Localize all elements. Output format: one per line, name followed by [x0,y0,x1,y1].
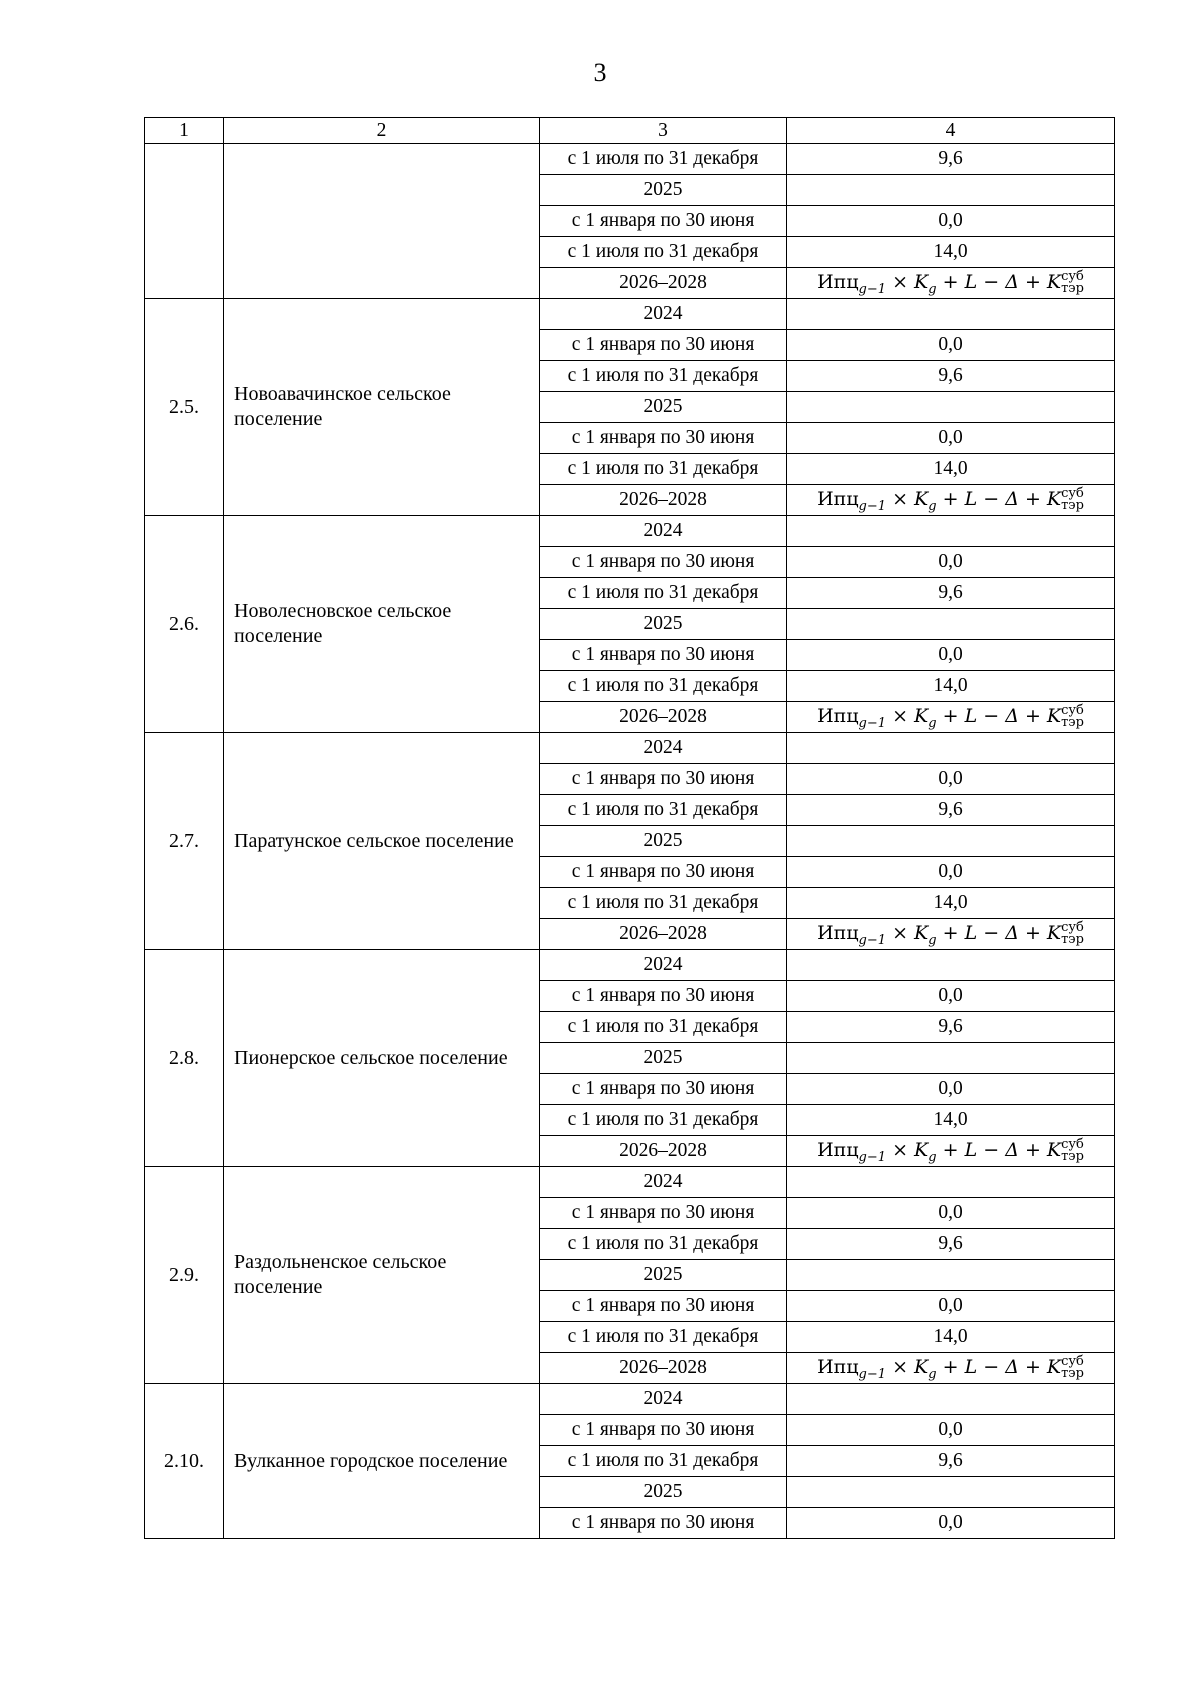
settlement-name: Вулканное городское поселение [224,1384,540,1539]
formula-part: + L − Δ + K [936,1356,1062,1378]
value-cell: 9,6 [787,144,1115,175]
formula-part: суб [1061,1354,1084,1369]
value-cell [787,609,1115,640]
column-header: 4 [787,118,1115,144]
value-cell [787,1136,1115,1167]
formula-part: g−1 [858,932,887,948]
period-cell: 2026–2028 [540,485,787,516]
formula-part: тэр [1061,498,1084,513]
formula-part: тэр [1061,281,1084,296]
settlement-name: Новолесновское сельское поселение [224,516,540,733]
formula-part: g−1 [858,1366,887,1382]
period-cell: с 1 июля по 31 декабря [540,1012,787,1043]
period-cell: с 1 июля по 31 декабря [540,144,787,175]
value-cell [787,1167,1115,1198]
settlement-number: 2.7. [145,733,224,950]
formula-part: g [928,281,937,297]
formula-part: × K [886,271,929,293]
formula-part: × K [886,922,929,944]
period-cell: с 1 июля по 31 декабря [540,361,787,392]
period-cell: с 1 января по 30 июня [540,423,787,454]
value-cell: 0,0 [787,330,1115,361]
formula-part: суб [1061,269,1084,284]
value-cell [787,950,1115,981]
period-cell: с 1 июля по 31 декабря [540,671,787,702]
formula-part: тэр [1061,932,1084,947]
table-row [145,1167,1115,1198]
value-cell: 0,0 [787,640,1115,671]
value-cell [787,299,1115,330]
name-cell [224,144,540,299]
settlement-name: Раздольненское сельское поселение [224,1167,540,1384]
period-cell: 2025 [540,392,787,423]
value-cell: 0,0 [787,206,1115,237]
value-cell: 14,0 [787,1105,1115,1136]
settlement-number: 2.6. [145,516,224,733]
period-cell: с 1 января по 30 июня [540,764,787,795]
tariff-formula [817,1354,1084,1382]
period-cell: с 1 июля по 31 декабря [540,1105,787,1136]
period-cell: 2026–2028 [540,1353,787,1384]
formula-part: g [928,1149,937,1165]
formula-part: × K [886,1139,929,1161]
period-cell: с 1 июля по 31 декабря [540,1446,787,1477]
period-cell: с 1 января по 30 июня [540,1508,787,1539]
formula-part: суб [1061,703,1084,718]
period-cell: с 1 июля по 31 декабря [540,1229,787,1260]
formula-index [1061,1356,1084,1380]
settlement-name: Новоавачинское сельское поселение [224,299,540,516]
formula-part: + L − Δ + K [936,705,1062,727]
period-cell: с 1 июля по 31 декабря [540,1322,787,1353]
settlement-number: 2.5. [145,299,224,516]
formula-part: g−1 [858,281,887,297]
formula-part: Ипц [817,922,859,944]
period-cell: с 1 января по 30 июня [540,981,787,1012]
table-row [145,950,1115,981]
value-cell: 14,0 [787,888,1115,919]
formula-index [1061,705,1084,729]
value-cell [787,1260,1115,1291]
formula-part: суб [1061,486,1084,501]
period-cell: с 1 января по 30 июня [540,547,787,578]
value-cell: 0,0 [787,1415,1115,1446]
formula-part: g−1 [858,715,887,731]
table-row [145,733,1115,764]
formula-part: + L − Δ + K [936,488,1062,510]
period-cell: с 1 июля по 31 декабря [540,795,787,826]
period-cell: с 1 июля по 31 декабря [540,578,787,609]
period-cell: с 1 января по 30 июня [540,857,787,888]
period-cell: 2024 [540,1384,787,1415]
period-cell: с 1 июля по 31 декабря [540,454,787,485]
formula-part: + L − Δ + K [936,922,1062,944]
table-row [145,299,1115,330]
page-number: 3 [593,58,607,87]
value-cell [787,1384,1115,1415]
value-cell [787,733,1115,764]
formula-index [1061,488,1084,512]
table-row [145,144,1115,175]
period-cell: с 1 января по 30 июня [540,330,787,361]
formula-part: Ипц [817,1139,859,1161]
settlement-name: Пионерское сельское поселение [224,950,540,1167]
table-row [145,516,1115,547]
formula-part: Ипц [817,705,859,727]
formula-part: × K [886,705,929,727]
formula-part: g [928,715,937,731]
value-cell: 9,6 [787,1446,1115,1477]
formula-part: × K [886,1356,929,1378]
period-cell: 2025 [540,1043,787,1074]
formula-part: g [928,498,937,514]
period-cell: 2026–2028 [540,1136,787,1167]
formula-part: g [928,932,937,948]
period-cell: 2024 [540,299,787,330]
formula-part: суб [1061,1137,1084,1152]
value-cell [787,268,1115,299]
settlement-number: 2.9. [145,1167,224,1384]
tariff-formula [817,486,1084,514]
value-cell [787,826,1115,857]
column-header: 1 [145,118,224,144]
value-cell [787,1477,1115,1508]
value-cell: 14,0 [787,454,1115,485]
column-header: 2 [224,118,540,144]
formula-part: Ипц [817,1356,859,1378]
formula-part: Ипц [817,488,859,510]
period-cell: 2024 [540,1167,787,1198]
value-cell: 0,0 [787,1291,1115,1322]
value-cell [787,516,1115,547]
period-cell: с 1 января по 30 июня [540,1074,787,1105]
period-cell: 2026–2028 [540,702,787,733]
value-cell: 0,0 [787,547,1115,578]
period-cell: 2025 [540,826,787,857]
formula-part: g [928,1366,937,1382]
value-cell: 0,0 [787,764,1115,795]
formula-index [1061,271,1084,295]
value-cell: 14,0 [787,237,1115,268]
value-cell: 0,0 [787,1508,1115,1539]
tariff-table [144,117,1115,1539]
period-cell: 2025 [540,1477,787,1508]
period-cell: с 1 июля по 31 декабря [540,237,787,268]
tariff-formula [817,703,1084,731]
value-cell: 9,6 [787,795,1115,826]
value-cell: 14,0 [787,671,1115,702]
period-cell: 2025 [540,609,787,640]
formula-part: тэр [1061,1149,1084,1164]
formula-part: + L − Δ + K [936,271,1062,293]
formula-part: g−1 [858,498,887,514]
value-cell [787,175,1115,206]
num-cell [145,144,224,299]
value-cell: 14,0 [787,1322,1115,1353]
period-cell: с 1 января по 30 июня [540,206,787,237]
period-cell: с 1 января по 30 июня [540,1198,787,1229]
value-cell [787,1353,1115,1384]
value-cell: 9,6 [787,578,1115,609]
value-cell [787,919,1115,950]
formula-index [1061,1139,1084,1163]
value-cell: 9,6 [787,1012,1115,1043]
period-cell: 2024 [540,516,787,547]
period-cell: с 1 июля по 31 декабря [540,888,787,919]
formula-part: тэр [1061,715,1084,730]
period-cell: с 1 января по 30 июня [540,640,787,671]
period-cell: с 1 января по 30 июня [540,1291,787,1322]
period-cell: 2024 [540,950,787,981]
period-cell: 2025 [540,1260,787,1291]
value-cell: 0,0 [787,981,1115,1012]
formula-part: суб [1061,920,1084,935]
period-cell: с 1 января по 30 июня [540,1415,787,1446]
value-cell [787,702,1115,733]
value-cell [787,1043,1115,1074]
period-cell: 2024 [540,733,787,764]
value-cell: 9,6 [787,1229,1115,1260]
table-header-row [145,118,1115,144]
period-cell: 2026–2028 [540,919,787,950]
formula-part: g−1 [858,1149,887,1165]
period-cell: 2025 [540,175,787,206]
value-cell: 0,0 [787,1074,1115,1105]
formula-index [1061,922,1084,946]
value-cell: 9,6 [787,361,1115,392]
value-cell: 0,0 [787,1198,1115,1229]
value-cell: 0,0 [787,857,1115,888]
settlement-number: 2.8. [145,950,224,1167]
tariff-formula [817,269,1084,297]
period-cell: 2026–2028 [540,268,787,299]
value-cell [787,485,1115,516]
settlement-name: Паратунское сельское поселение [224,733,540,950]
formula-part: × K [886,488,929,510]
tariff-formula [817,920,1084,948]
formula-part: + L − Δ + K [936,1139,1062,1161]
formula-part: Ипц [817,271,859,293]
value-cell [787,392,1115,423]
formula-part: тэр [1061,1366,1084,1381]
table-row [145,1384,1115,1415]
value-cell: 0,0 [787,423,1115,454]
column-header: 3 [540,118,787,144]
settlement-number: 2.10. [145,1384,224,1539]
tariff-formula [817,1137,1084,1165]
